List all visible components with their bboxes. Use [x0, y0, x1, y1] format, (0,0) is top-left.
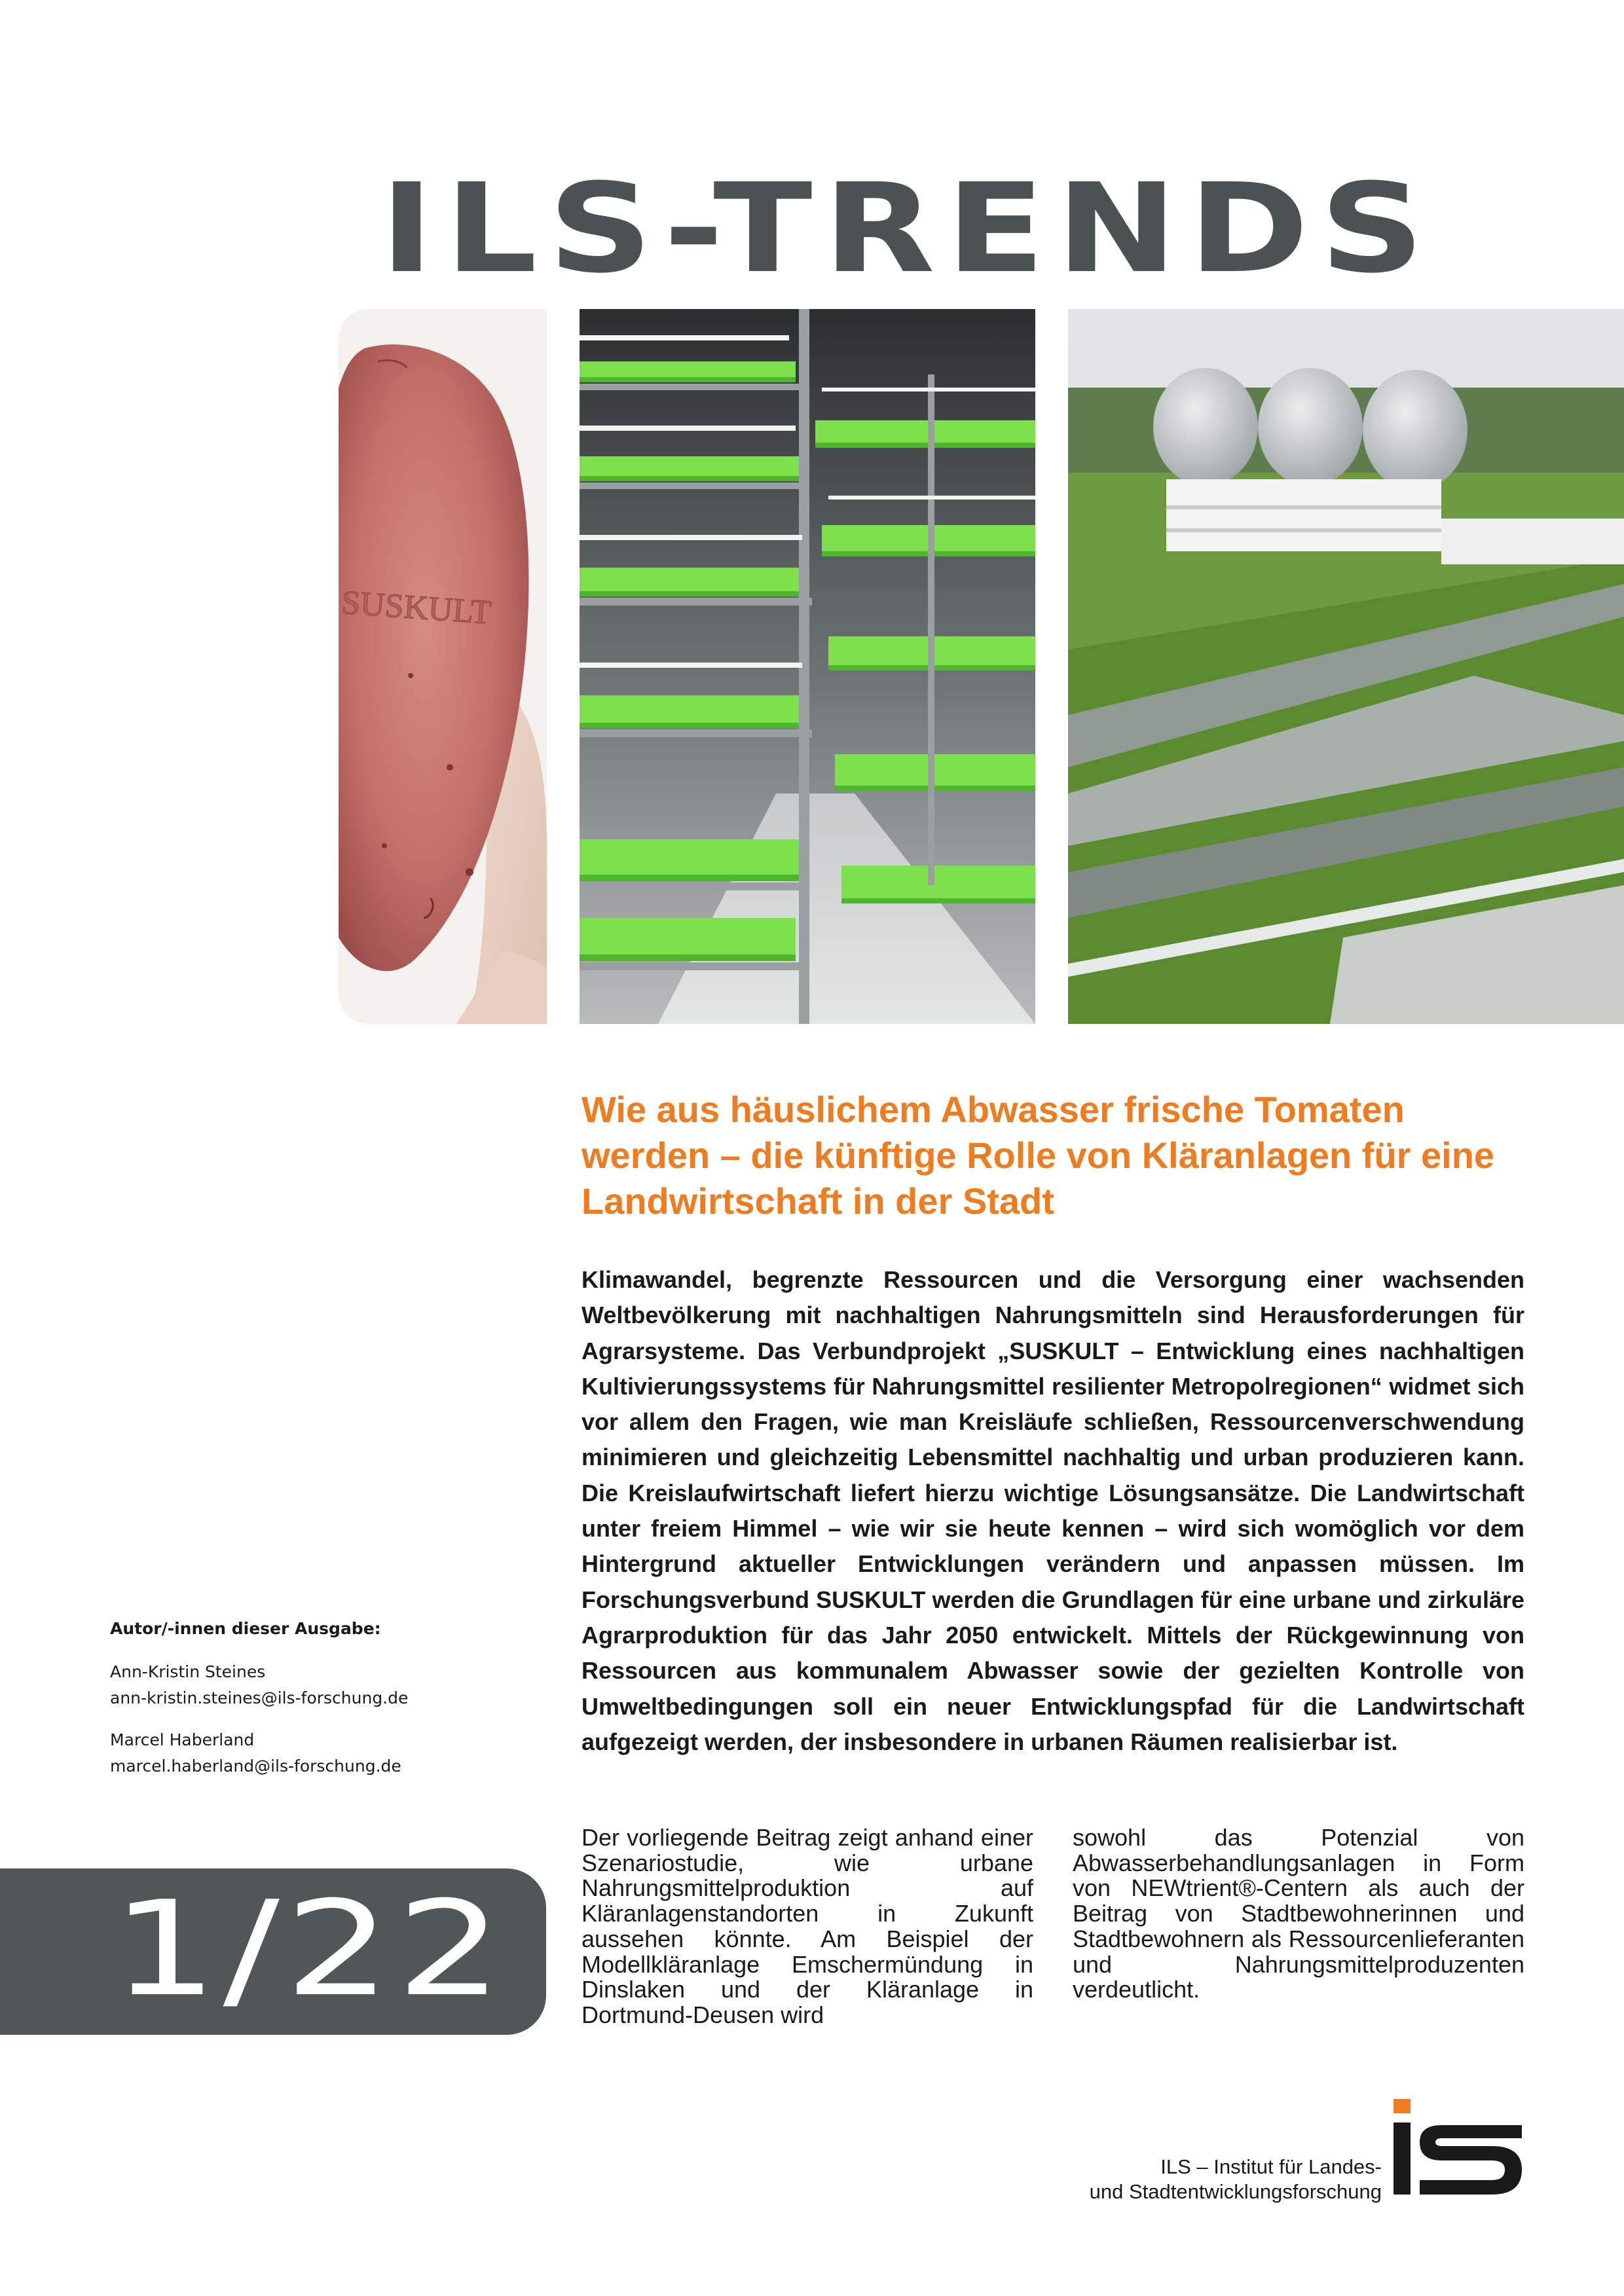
treatment-plant-photo [1068, 309, 1624, 1024]
vertical-farm-photo [580, 309, 1035, 1024]
headline-line: werden – die künftige Rolle von Kläranlagen für eine [581, 1135, 1495, 1176]
author-name: Marcel Haberland [110, 1730, 255, 1749]
masthead-title: ILS-TRENDS [380, 157, 1435, 301]
article-headline [581, 1087, 1524, 1224]
author-email[interactable]: marcel.haberland@ils-forschung.de [110, 1757, 401, 1776]
institute-line: ILS – Institut für Landes- [1160, 2155, 1382, 2178]
issue-number: 1/22 [111, 1873, 508, 2026]
ils-logo-icon [1393, 2099, 1524, 2197]
institute-line: und Stadtentwicklungsforschung [1089, 2180, 1382, 2203]
body-column-right: sowohl das Potenzial von Abwasserbehandlungsanlagen in Form von NEWtrient®-Centern als auch der Beitrag von Stadtbewohnerinnen und Stadtbewohnern als Ressourcenlieferanten und Nahrungsmittelproduzenten verdeutlicht. [1073, 1824, 1524, 2003]
institute-name [1090, 2155, 1382, 2204]
headline-line: Wie aus häuslichem Abwasser frische Tomaten [581, 1089, 1405, 1130]
author-box [110, 1616, 477, 1795]
author-name: Ann-Kristin Steines [110, 1662, 266, 1681]
sweet-potato-photo [339, 309, 547, 1024]
author-entry [110, 1659, 477, 1711]
author-email[interactable]: ann-kristin.steines@ils-forschung.de [110, 1688, 409, 1707]
authors-title: Autor/-innen dieser Ausgabe: [110, 1619, 381, 1638]
issue-badge [0, 1868, 546, 2035]
headline-line: Landwirtschaft in der Stadt [581, 1180, 1054, 1222]
body-column-left: Der vorliegende Beitrag zeigt anhand einer Szenariostudie, wie urbane Nahrungsmittelproduktion auf Kläranlagenstandorten in Zukunft aussehen könnte. Am Beispiel der Modellkläranlage Emschermündung in Dinslaken und der Kläranlage in Dortmund-Deusen wird [581, 1824, 1033, 2028]
lead-paragraph: Klimawandel, begrenzte Ressourcen und die Versorgung einer wachsenden Weltbevölkerung mit nachhaltigen Nahrungsmitteln sind Herausforderungen für Agrarsysteme. Das Verbundprojekt „SUSKULT – Entwicklung eines nachhaltigen Kultivierungssystems für Nahrungsmittel resilienter Metropolregionen“ widmet sich vor allem den Fragen, wie man Kreisläufe schließen, Ressourcenverschwendung minimieren und gleichzeitig Lebensmittel nachhaltig und urban produzieren kann. Die Kreislaufwirtschaft liefert hierzu wichtige Lösungsansätze. Die Landwirtschaft unter freiem Himmel – wie wir sie heute kennen – wird sich womöglich vor dem Hintergrund aktueller Entwicklungen verändern und anpassen müssen. Im Forschungsverbund SUSKULT werden die Grundlagen für eine urbane und zirkuläre Agrarproduktion für das Jahr 2050 entwickelt. Mittels der Rückgewinnung von Ressourcen aus kommunalem Abwasser sowie der gezielten Kontrolle von Umweltbedingungen soll ein neuer Entwicklungspfad für die Landwirtschaft aufgezeigt werden, der insbesondere in urbanen Räumen realisierbar ist. [581, 1266, 1524, 1755]
author-entry [110, 1727, 477, 1779]
suskult-stamp: SUSKULT [340, 583, 493, 632]
